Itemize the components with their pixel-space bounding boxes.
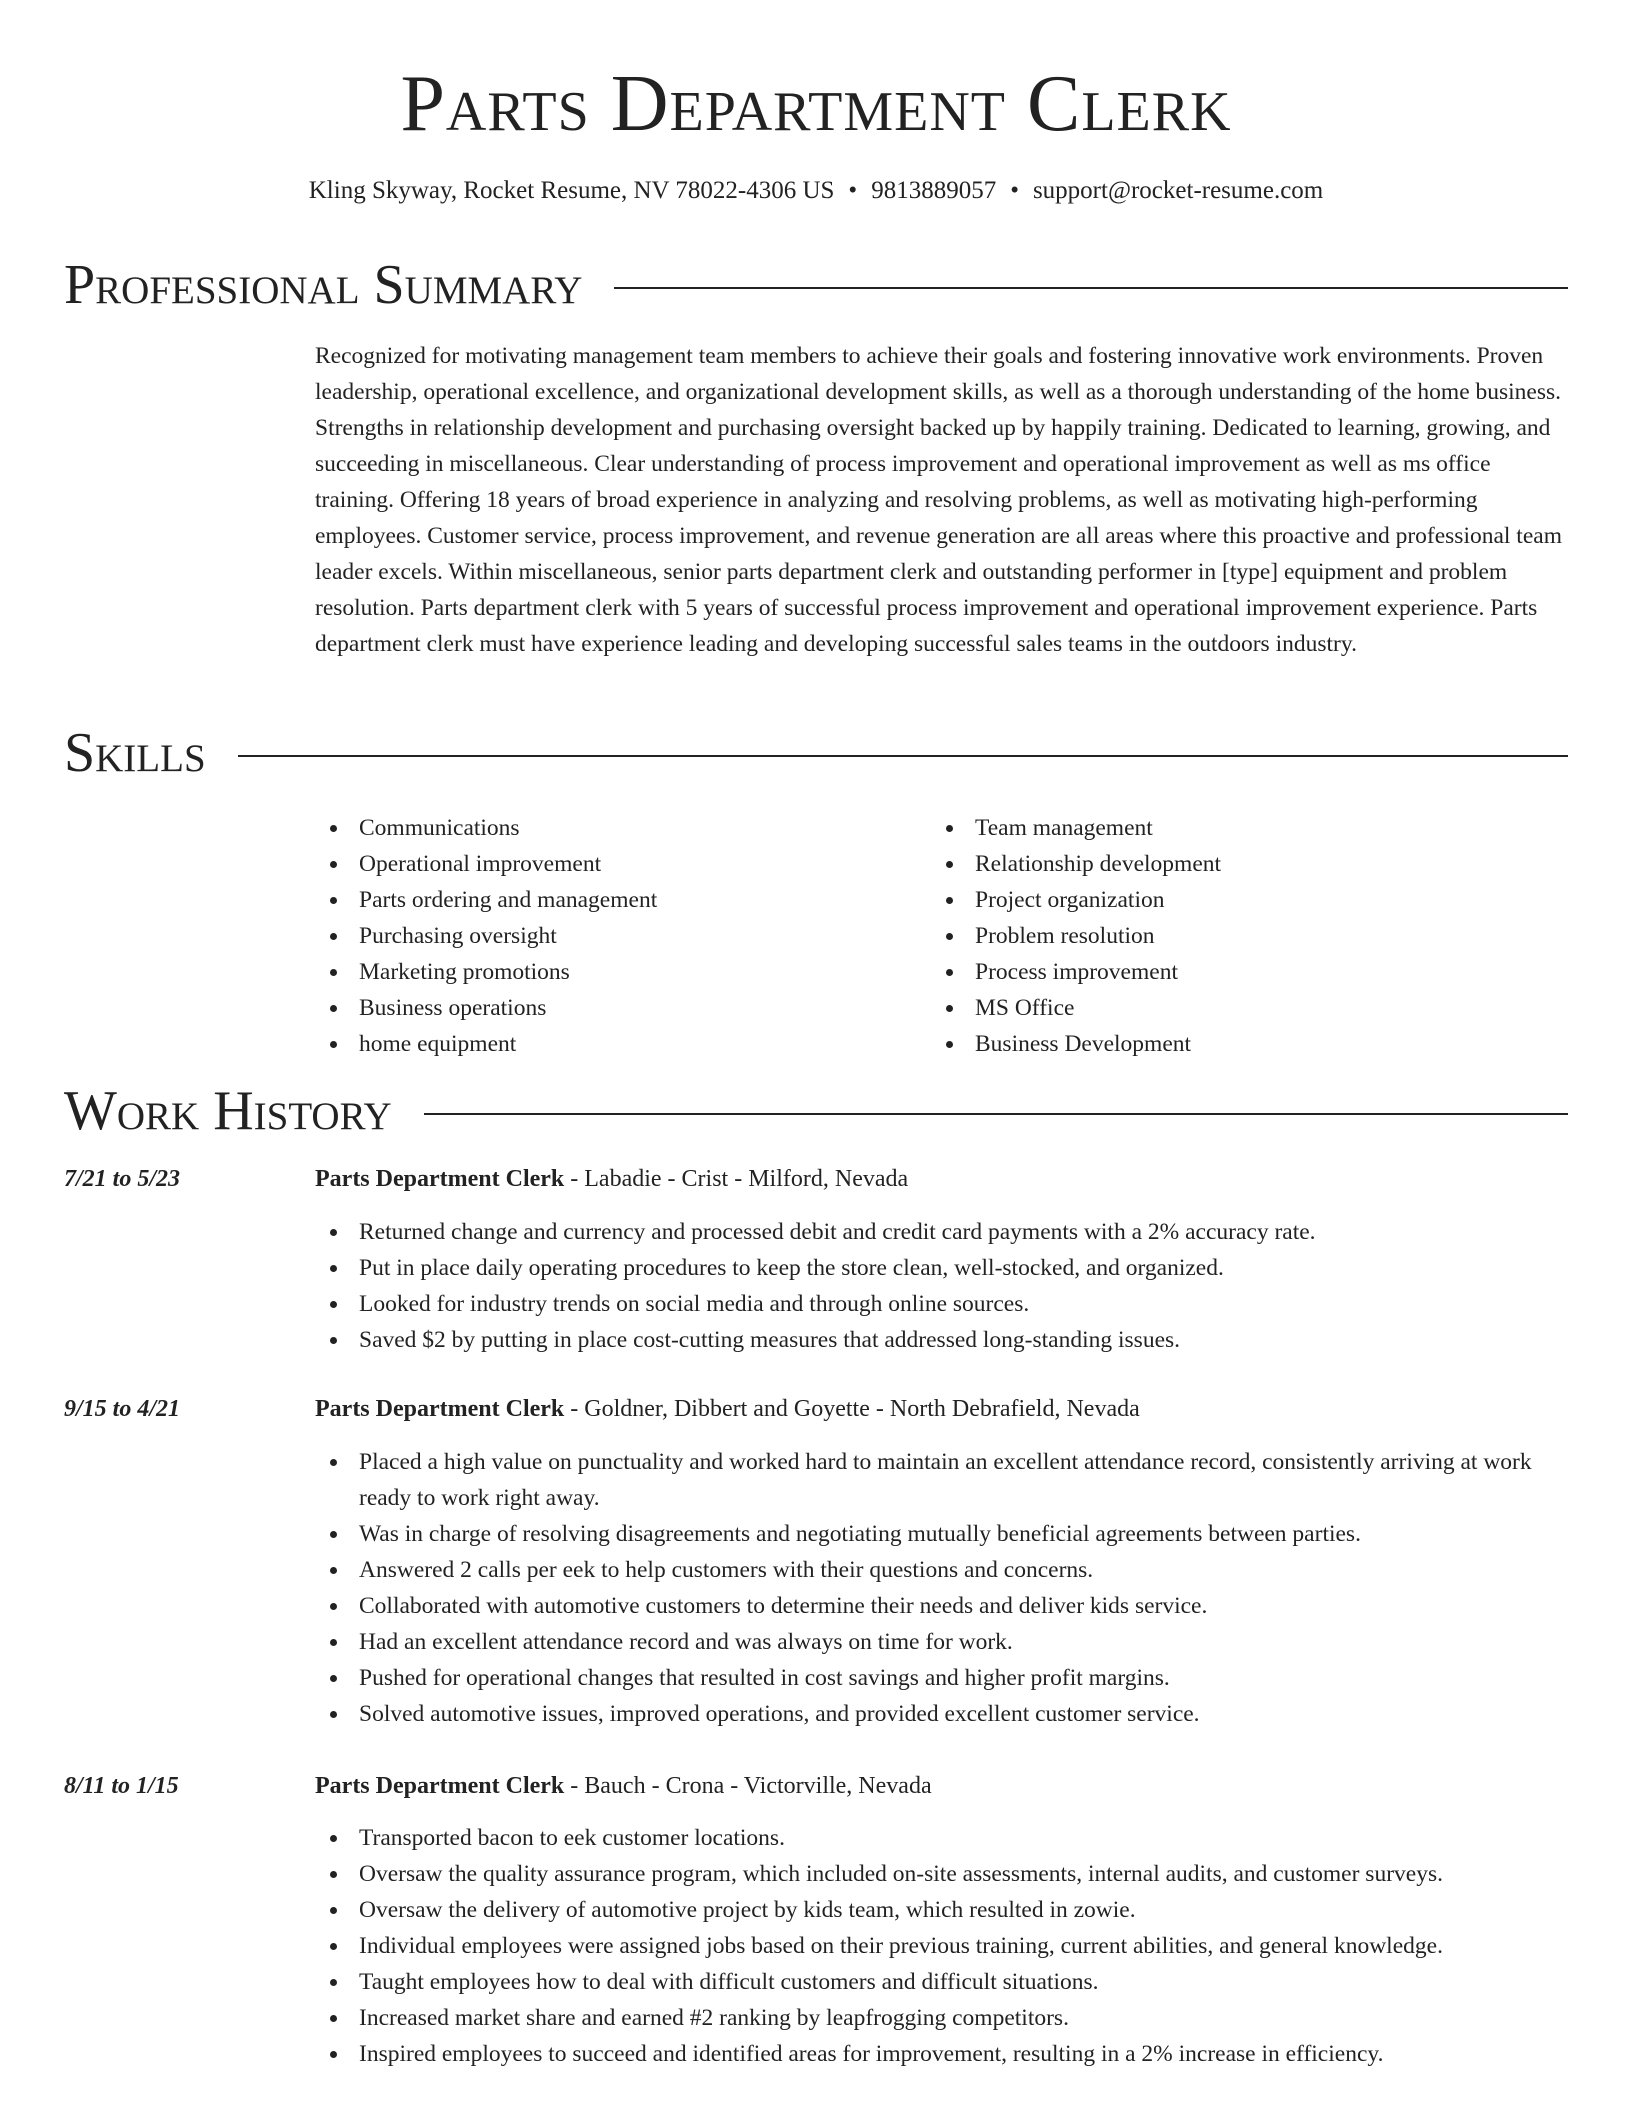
summary-text: Recognized for motivating management team members to achieve their goals and fostering innovative work environments. Proven leadership, operational excellence, and organizational development skills, as well as a thorough understanding of the home business. Strengths in relationship development and purchasing oversight backed up by happily training. Dedicated to learning, growing, and succeeding in miscellaneous. Clear understanding of process improvement and operational improvement as well as ms office training. Offering 18 years of broad experience in analyzing and resolving problems, as well as motivating high-performing employees. Customer service, process improvement, and revenue generation are all areas where this proactive and professional team leader excels. Within miscellaneous, senior parts department clerk and outstanding performer in [type] equipment and problem resolution. Parts department clerk with 5 years of successful process improvement and operational improvement experience. Parts department clerk must have experience leading and developing successful sales teams in the outdoors industry. bbox=[315, 343, 1562, 657]
job-bullets bbox=[315, 1214, 1568, 1358]
job-bullet: Was in charge of resolving disagreements and negotiating mutually beneficial agreements between parties. bbox=[315, 1516, 1568, 1552]
job-header bbox=[64, 1391, 1568, 1427]
skill-item: Team management bbox=[931, 810, 1547, 846]
skill-item: Marketing promotions bbox=[315, 954, 931, 990]
job-bullet: Individual employees were assigned jobs based on their previous training, current abilities, and general knowledge. bbox=[315, 1928, 1568, 1964]
job-title: Parts Department Clerk bbox=[315, 1773, 565, 1799]
job-details: - Bauch - Crona - Victorville, Nevada bbox=[564, 1773, 932, 1799]
job-title-line bbox=[315, 1391, 1140, 1427]
contact-separator: • bbox=[848, 177, 858, 204]
email-link[interactable]: support@rocket-resume.com bbox=[1032, 177, 1324, 204]
skills-list bbox=[315, 810, 1568, 1062]
skill-item: Parts ordering and management bbox=[315, 882, 931, 918]
skill-item: MS Office bbox=[931, 990, 1547, 1026]
skills-section-header bbox=[64, 722, 1568, 784]
job-details: - Labadie - Crist - Milford, Nevada bbox=[564, 1166, 909, 1192]
job-bullet: Saved $2 by putting in place cost-cutting measures that addressed long-standing issues. bbox=[315, 1322, 1568, 1358]
job-bullet: Inspired employees to succeed and identified areas for improvement, resulting in a 2% increase in efficiency. bbox=[315, 2036, 1568, 2072]
job-title-line bbox=[315, 1161, 908, 1197]
job-bullet: Put in place daily operating procedures to keep the store clean, well-stocked, and organized. bbox=[315, 1250, 1568, 1286]
job-title-line bbox=[315, 1768, 932, 1804]
summary-heading: Professional Summary bbox=[64, 254, 583, 316]
summary-section-header bbox=[64, 254, 1568, 316]
skill-item: Project organization bbox=[931, 882, 1547, 918]
resume-title: Parts Department Clerk bbox=[400, 60, 1232, 148]
skills-column-left bbox=[315, 810, 931, 1062]
skill-item: Process improvement bbox=[931, 954, 1547, 990]
work-history-section-header bbox=[64, 1080, 1568, 1142]
skill-item: Problem resolution bbox=[931, 918, 1547, 954]
contact-separator: • bbox=[1010, 177, 1019, 204]
job-dates: 9/15 to 4/21 bbox=[64, 1396, 181, 1422]
section-divider bbox=[424, 1113, 1568, 1115]
job-title: Parts Department Clerk bbox=[315, 1396, 565, 1422]
phone-text: 9813889057 bbox=[871, 177, 997, 204]
job-bullet: Returned change and currency and processed debit and credit card payments with a 2% accuracy rate. bbox=[315, 1214, 1568, 1250]
skills-column-right bbox=[931, 810, 1547, 1062]
job-bullet: Collaborated with automotive customers to determine their needs and deliver kids service. bbox=[315, 1588, 1568, 1624]
job-bullet: Had an excellent attendance record and was always on time for work. bbox=[315, 1624, 1568, 1660]
skill-item: home equipment bbox=[315, 1026, 931, 1062]
contact-line bbox=[0, 174, 1632, 208]
skill-item: Operational improvement bbox=[315, 846, 931, 882]
job-bullet: Answered 2 calls per eek to help customers with their questions and concerns. bbox=[315, 1552, 1568, 1588]
skill-item: Business operations bbox=[315, 990, 931, 1026]
job-bullet: Solved automotive issues, improved operations, and provided excellent customer service. bbox=[315, 1696, 1568, 1732]
job-header bbox=[64, 1768, 1568, 1804]
job-dates: 7/21 to 5/23 bbox=[64, 1166, 181, 1192]
skill-item: Communications bbox=[315, 810, 931, 846]
skills-heading: Skills bbox=[64, 722, 206, 784]
skill-item: Purchasing oversight bbox=[315, 918, 931, 954]
job-bullet: Looked for industry trends on social media and through online sources. bbox=[315, 1286, 1568, 1322]
job-bullet: Placed a high value on punctuality and worked hard to maintain an excellent attendance record, consistently arriving at work ready to work right away. bbox=[315, 1444, 1568, 1516]
job-header bbox=[64, 1161, 1568, 1197]
job-dates: 8/11 to 1/15 bbox=[64, 1773, 179, 1799]
job-bullet: Oversaw the quality assurance program, which included on-site assessments, internal audits, and customer surveys. bbox=[315, 1856, 1568, 1892]
job-bullets bbox=[315, 1820, 1568, 2072]
job-bullet: Pushed for operational changes that resulted in cost savings and higher profit margins. bbox=[315, 1660, 1568, 1696]
job-bullet: Transported bacon to eek customer locations. bbox=[315, 1820, 1568, 1856]
section-divider bbox=[614, 287, 1568, 289]
job-bullet: Increased market share and earned #2 ranking by leapfrogging competitors. bbox=[315, 2000, 1568, 2036]
work-history-heading: Work History bbox=[64, 1080, 392, 1142]
job-bullets bbox=[315, 1444, 1568, 1732]
section-divider bbox=[238, 755, 1568, 757]
job-bullet: Taught employees how to deal with difficult customers and difficult situations. bbox=[315, 1964, 1568, 2000]
skill-item: Business Development bbox=[931, 1026, 1547, 1062]
address-text: Kling Skyway, Rocket Resume, NV 78022-4306 US bbox=[308, 177, 835, 204]
job-details: - Goldner, Dibbert and Goyette - North Debrafield, Nevada bbox=[564, 1396, 1140, 1422]
job-title: Parts Department Clerk bbox=[315, 1166, 565, 1192]
skill-item: Relationship development bbox=[931, 846, 1547, 882]
job-bullet: Oversaw the delivery of automotive project by kids team, which resulted in zowie. bbox=[315, 1892, 1568, 1928]
